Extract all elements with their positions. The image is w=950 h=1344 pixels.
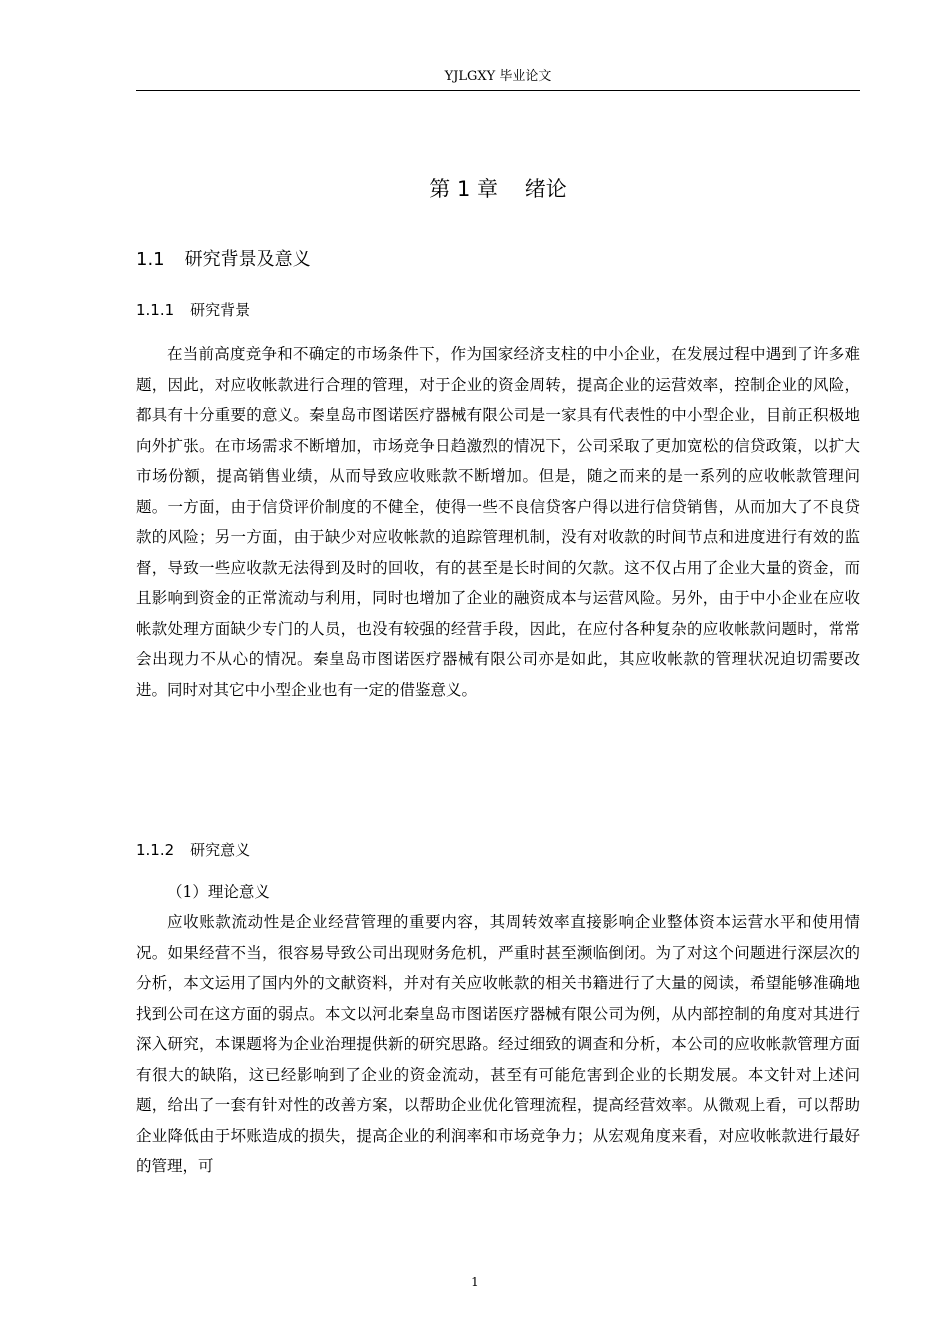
paragraph-research-background: 在当前高度竞争和不确定的市场条件下，作为国家经济支柱的中小企业，在发展过程中遇到了许多难题，因此，对应收帐款进行合理的管理，对于企业的资金周转，提高企业的运营效率，控制企业的风险，都具有十分重要的意义。秦皇岛市图诺医疗器械有限公司是一家具有代表性的中小型企业，目前正积极地向外扩张。在市场需求不断增加，市场竞争日趋激烈的情况下，公司采取了更加宽松的信贷政策，以扩大市场份额，提高销售业绩，从而导致应收账款不断增加。但是，随之而来的是一系列的应收帐款管理问题。一方面，由于信贷评价制度的不健全，使得一些不良信贷客户得以进行信贷销售，从而加大了不良贷款的风险；另一方面，由于缺少对应收帐款的追踪管理机制，没有对收款的时间节点和进度进行有效的监督，导致一些应收款无法得到及时的回收，有的甚至是长时间的欠款。这不仅占用了企业大量的资金，而且影响到资金的正常流动与利用，同时也增加了企业的融资成本与运营风险。另外，由于中小企业在应收帐款处理方面缺少专门的人员，也没有较强的经营手段，因此，在应付各种复杂的应收帐款问题时，常常会出现力不从心的情况。秦皇岛市图诺医疗器械有限公司亦是如此，其应收帐款的管理状况迫切需要改进。同时对其它中小型企业也有一定的借鉴意义。	[136, 345, 860, 699]
section-heading-1-1-1	[136, 298, 250, 322]
paragraph-research-significance: 应收账款流动性是企业经营管理的重要内容，其周转效率直接影响企业整体资本运营水平和使用情况。如果经营不当，很容易导致公司出现财务危机，严重时甚至濒临倒闭。为了对这个问题进行深层次的分析，本文运用了国内外的文献资料，并对有关应收帐款的相关书籍进行了大量的阅读，希望能够准确地找到公司在这方面的弱点。本文以河北秦皇岛市图诺医疗器械有限公司为例，从内部控制的角度对其进行深入研究，本课题将为企业治理提供新的研究思路。经过细致的调查和分析，本公司的应收帐款管理方面有很大的缺陷，这已经影响到了企业的资金流动，甚至有可能危害到企业的长期发展。本文针对上述问题，给出了一套有针对性的改善方案，以帮助企业优化管理流程，提高经营效率。从微观上看，可以帮助企业降低由于坏账造成的损失，提高企业的利润率和市场竞争力；从宏观角度来看，对应收帐款进行最好的管理，可	[136, 913, 860, 1175]
section-heading-1-1	[136, 246, 311, 274]
section-title: 研究背景	[190, 301, 251, 319]
section-number: 1.1	[136, 249, 165, 270]
section-title: 研究背景及意义	[184, 249, 311, 270]
page-number: 1	[471, 1275, 479, 1289]
section-number: 1.1.2	[136, 841, 175, 859]
chapter-title: 第 1 章 绪论	[429, 177, 567, 201]
section-number: 1.1.1	[136, 301, 175, 319]
subitem-theoretical-significance: （1）理论意义	[167, 883, 270, 901]
section-heading-1-1-2	[136, 838, 250, 862]
section-title: 研究意义	[190, 841, 251, 859]
running-header: YJLGXY 毕业论文	[444, 69, 552, 84]
header-rule	[136, 90, 860, 91]
